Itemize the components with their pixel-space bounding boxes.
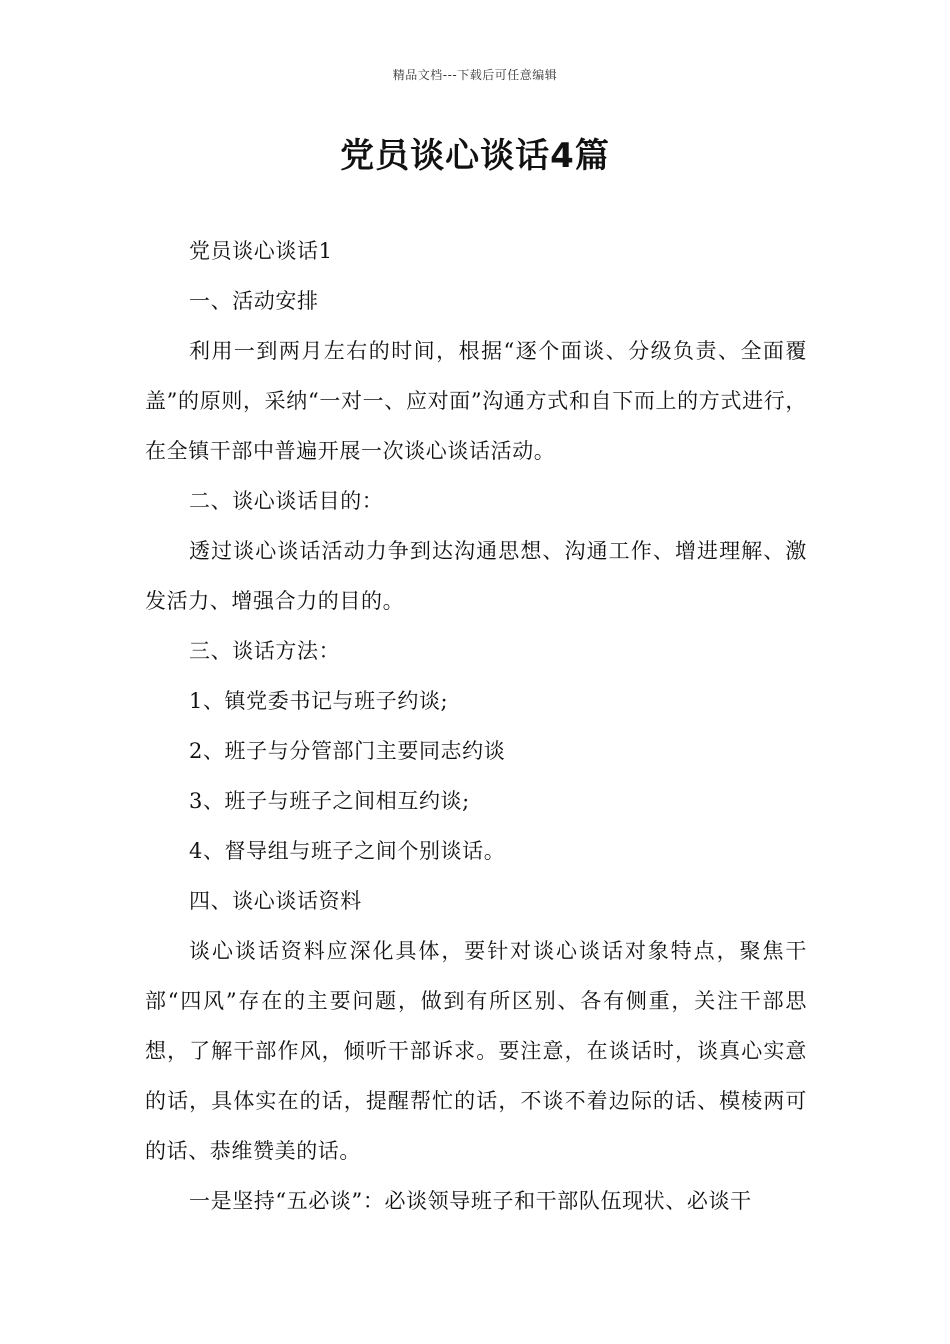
list-item: 4、督导组与班子之间个别谈话。 (189, 839, 506, 863)
body-paragraph: 利用一到两月左右的时间，根据“逐个面谈、分级负责、全面覆盖”的原则，采纳“一对一、应对面”沟通方式和自下而上的方式进行，在全镇干部中普遍开展一次谈心谈话活动。 (145, 339, 807, 463)
body-paragraph: 谈心谈话资料应深化具体，要针对谈心谈话对象特点，聚焦干部“四风”存在的主要问题，做到有所区别、各有侧重，关注干部思想，了解干部作风，倾听干部诉求。要注意，在谈话时，谈真心实意的话，具体实在的话，提醒帮忙的话，不谈不着边际的话、模棱两可的话、恭维赞美的话。 (145, 939, 807, 1163)
section-heading: 二、谈心谈话目的： (189, 489, 384, 513)
header-watermark: 精品文档---下载后可任意编辑 (392, 68, 558, 82)
section-heading: 一、活动安排 (189, 289, 319, 313)
list-item: 3、班子与班子之间相互约谈; (189, 789, 470, 813)
document-title: 党员谈心谈话4篇 (340, 136, 610, 176)
section-heading: 四、谈心谈话资料 (189, 889, 362, 913)
list-item: 1、镇党委书记与班子约谈; (189, 689, 449, 713)
body-paragraph: 一是坚持“五必谈”：必谈领导班子和干部队伍现状、必谈干 (189, 1189, 752, 1213)
list-item: 2、班子与分管部门主要同志约谈 (189, 739, 506, 763)
document-body (145, 226, 807, 1226)
body-paragraph: 透过谈心谈话活动力争到达沟通思想、沟通工作、增进理解、激发活力、增强合力的目的。 (145, 539, 807, 613)
section-heading: 三、谈话方法： (189, 639, 341, 663)
section-heading: 党员谈心谈话1 (189, 239, 333, 263)
